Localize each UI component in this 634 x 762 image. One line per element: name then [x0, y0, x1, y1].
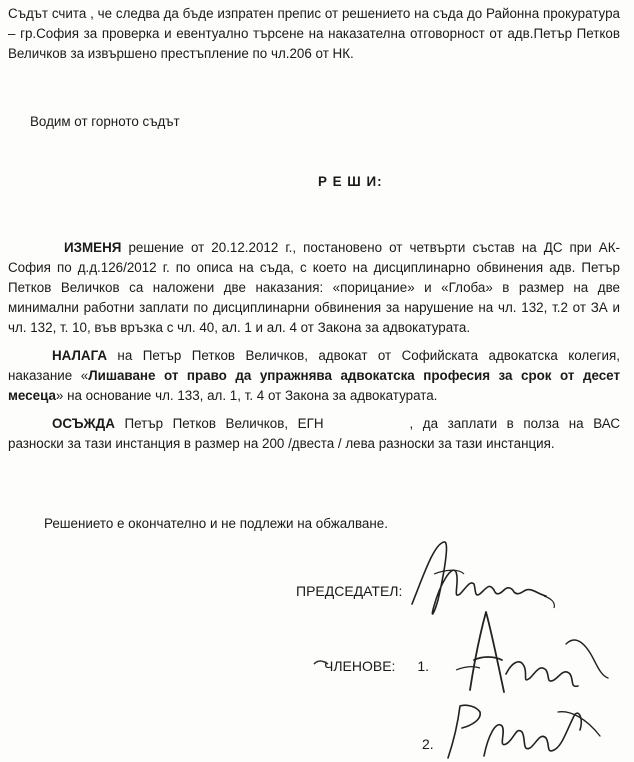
chairman-line: [296, 583, 402, 599]
amends-keyword: ИЗМЕНЯ: [64, 240, 122, 255]
condemns-text-after: , да заплати в полза на ВАС разноски за тази инстанция в размер на 200 /двеста / лева разноски за тази инстанция.: [8, 416, 620, 451]
imposes-paragraph: [8, 346, 620, 406]
imposes-text-after: » на основание чл. 133, ал. 1, т. 4 от Закона за адвокатурата.: [55, 388, 438, 403]
guided-by-line: [30, 114, 180, 129]
guided-by-text: Водим от горното съдът: [30, 114, 180, 129]
chairman-signature: [404, 534, 564, 626]
intro-text: Съдът счита , че следва да бъде изпратен препис от решението на съда до Районна прокуратура – гр.София за проверка и евентуално търсене на наказателна отговорност от адв.Петър Петков Величков за извършено престъпление по чл.206 от НК.: [8, 6, 620, 61]
finality-line: [44, 516, 388, 531]
amends-text: решение от 20.12.2012 г., постановено от четвърти състав на ДС при АК-София по д.д.126/2012 г. по описа на съда, с което на дисциплинарно обвинения адв. Петър Петков Величков са наложени две наказания: «порицание» и «Глоба» в размер на две минимални работни заплати по дисциплинарни обвинения за нарушение на чл. 132, т.2 от ЗА и чл. 132, т. 10, във връзка с чл. 40, ал. 1 и ал. 4 от Закона за адвокатурата.: [8, 240, 620, 335]
members-label: ЧЛЕНОВЕ:: [324, 658, 396, 674]
condemns-text-before: Петър Петков Величков, ЕГН: [114, 416, 324, 431]
condemns-keyword: ОСЪЖДА: [52, 416, 115, 431]
decides-heading: [318, 174, 383, 189]
chairman-label: ПРЕДСЕДАТЕЛ:: [296, 583, 403, 599]
member-2-signature: [440, 696, 620, 762]
intro-paragraph: [8, 4, 620, 64]
member-1-number: 1.: [417, 658, 429, 674]
amends-paragraph: [8, 238, 620, 338]
imposes-text-before: на Петър Петков Величков, адвокат от Софийската адвокатска колегия, наказание «: [8, 348, 620, 383]
decides-heading-text: Р Е Ш И:: [318, 174, 383, 189]
member-1-signature: [446, 604, 616, 704]
members-line: [324, 658, 429, 674]
condemns-paragraph: [8, 414, 620, 454]
imposes-keyword: НАЛАГА: [52, 348, 107, 363]
member-2-line: [422, 736, 434, 752]
finality-text: Решението е окончателно и не подлежи на обжалване.: [44, 516, 388, 531]
member-2-number: 2.: [422, 736, 434, 752]
imposes-penalty: Лишаване от право да упражнява адвокатска професия за срок от десет месеца: [8, 368, 621, 403]
